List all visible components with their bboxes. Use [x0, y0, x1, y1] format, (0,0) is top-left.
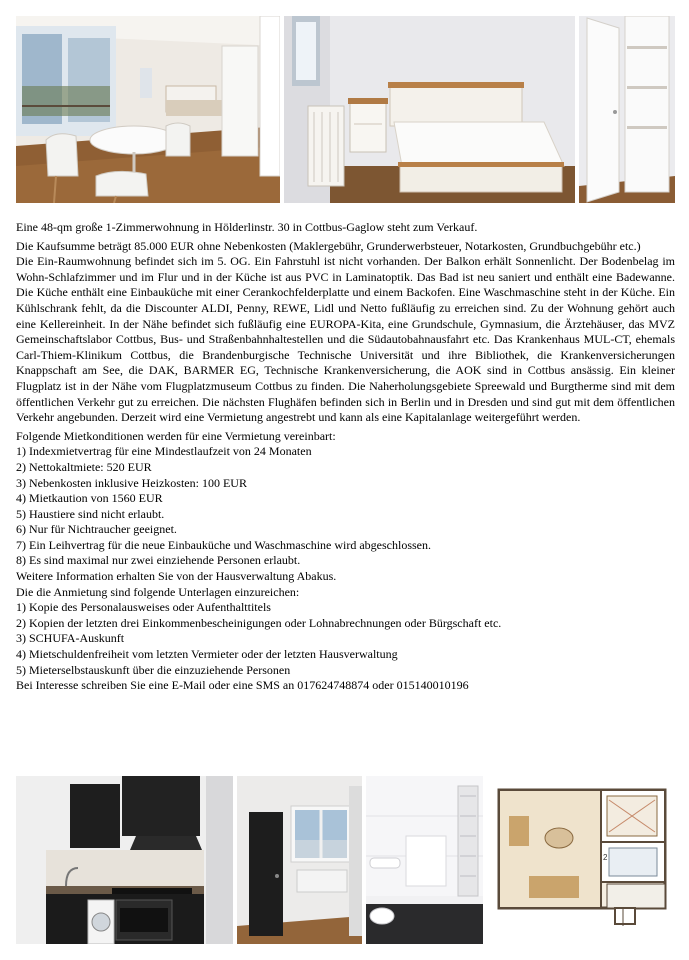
- listing-price: Die Kaufsumme beträgt 85.000 EUR ohne Nebenkosten (Maklergebühr, Grunderwerbsteuer, Notarkosten, Grundbuchgebühr etc.): [16, 238, 641, 253]
- room-number: 2: [603, 853, 608, 862]
- list-item: 5) Mieterselbstauskunft über die einzuziehende Personen: [16, 662, 291, 677]
- bedroom-photo: [284, 16, 575, 203]
- listing-description: Die Ein-Raumwohnung befindet sich im 5. OG. Ein Fahrstuhl ist nicht vorhanden. Der Balkon erhält Sonnenlicht. Der Bodenbelag im Wohn-Schlafzimmer und im Flur und in der Küche ist aus PVC in Laminatoptik. Das Bad ist neu saniert und enthält eine Badewanne. Die Küche enthält eine Einbauküche mit einer Cerankochfelderplatte und einem Backofen. Eine Waschmaschine steht in der Küche. Ein Kühlschrank fehlt, da die Discounter ALDI, Penny, REWE, Lidl und Netto fußläufig zu erreichen sind. Zu der Wohnung gehört auch eine Kellereinheit. In der Nähe befindet sich fußläufig eine EUROPA-Kita, eine Grundschule, Gymnasium, die Ärztehäuser, das MVZ Gemeinschaftslabor Cottbus, Bus- und Straßenbahnhaltestellen und die Südautobahnausfahrt etc. Das Krankenhaus MUL-CT, ehemals Carl-Thiem-Klinikum Cottbus, die Brandenburgische Technische Universität und ihre Bibliothek, die Krankenversicherungen Knappschaft am See, die DAK, BARMER EG, Technische Krankenversicherung, die AOK sind in Cottbus ansässig. Ein kleiner Flugplatz ist in der Nähe vom Flugplatzmuseum Cottbus zu finden. Die Naherholungsgebiete Spreewald und Burgtherme sind mit dem öffentlichen Verkehr gut zu erreichen. Die nächsten Flughäfen befinden sich in Berlin und in Dresden und sind gut mit dem öffentlichen Verkehr angebunden. Derzeit wird eine Vermietung angestrebt und kann als eine Kapitalanlage weitergeführt werden.: [16, 254, 675, 425]
- listing-intro: Eine 48-qm große 1-Zimmerwohnung in Hölderlinstr. 30 in Cottbus-Gaglow steht zum Verkauf.: [16, 220, 478, 234]
- list-item: 4) Mietschuldenfreiheit vom letzten Vermieter oder der letzten Hausverwaltung: [16, 647, 398, 662]
- list-item: 8) Es sind maximal nur zwei einziehende Personen erlaubt.: [16, 553, 301, 568]
- living-room-photo: [16, 16, 280, 203]
- list-item: 3) Nebenkosten inklusive Heizkosten: 100 EUR: [16, 475, 247, 490]
- list-item: 2) Kopien der letzten drei Einkommenbescheinigungen oder Lohnabrechnungen oder Bürgschaft etc.: [16, 615, 502, 630]
- rental-heading: Folgende Mietkonditionen werden für eine Vermietung vereinbart:: [16, 428, 336, 443]
- floorplan-image: [489, 776, 675, 930]
- list-item: 7) Ein Leihvertrag für die neue Einbauküche und Waschmaschine wird abgeschlossen.: [16, 537, 432, 552]
- listing-text: [16, 220, 675, 694]
- contact-text: Bei Interesse schreiben Sie eine E-Mail oder eine SMS an 017624748874 oder 015140010196: [16, 678, 469, 693]
- list-item: 1) Kopie des Personalausweises oder Aufenthalttitels: [16, 600, 271, 615]
- list-item: 3) SCHUFA-Auskunft: [16, 631, 125, 646]
- list-item: 6) Nur für Nichtraucher geeignet.: [16, 522, 177, 537]
- documents-heading: Die die Anmietung sind folgende Unterlagen einzureichen:: [16, 584, 300, 599]
- kitchen-photo: [16, 776, 233, 944]
- hallway-photo: [237, 776, 362, 944]
- more-info-text: Weitere Information erhalten Sie von der Hausverwaltung Abakus.: [16, 569, 337, 584]
- list-item: 4) Mietkaution von 1560 EUR: [16, 491, 163, 506]
- list-item: 5) Haustiere sind nicht erlaubt.: [16, 506, 165, 521]
- list-item: 2) Nettokaltmiete: 520 EUR: [16, 459, 152, 474]
- list-item: 1) Indexmietvertrag für eine Mindestlaufzeit von 24 Monaten: [16, 444, 312, 459]
- wardrobe-photo: [579, 16, 675, 203]
- bathroom-photo: [366, 776, 483, 944]
